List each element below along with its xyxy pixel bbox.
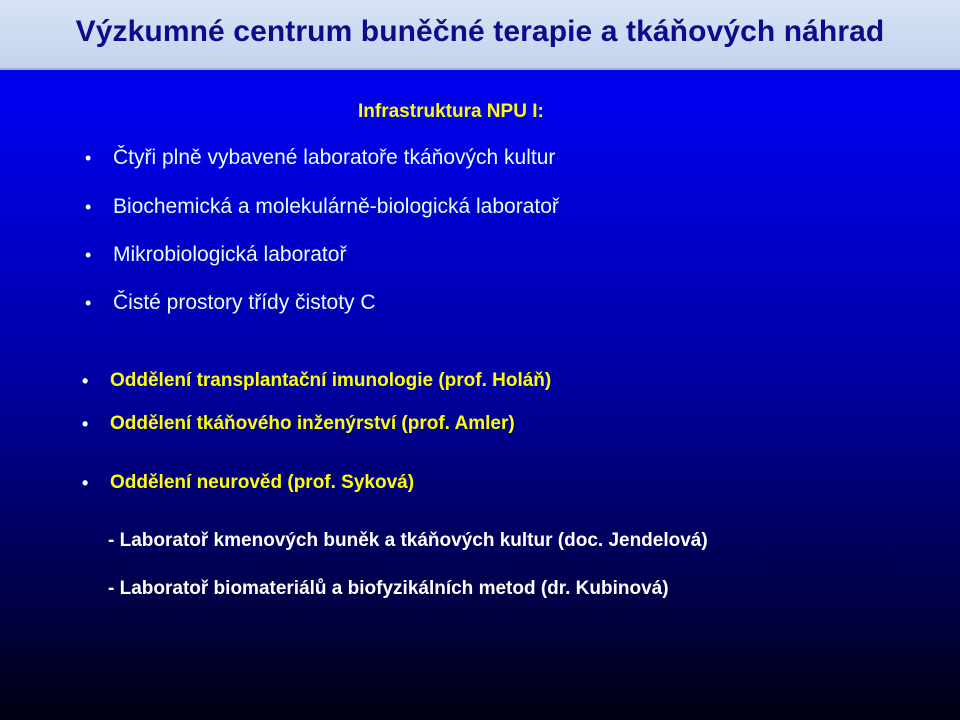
bullet-icon: • — [85, 293, 92, 313]
infrastructure-item-label: Čisté prostory třídy čistoty C — [113, 291, 376, 314]
section-heading: Infrastruktura NPU I: — [358, 101, 544, 122]
bullet-icon: • — [82, 473, 89, 493]
infrastructure-item-label: Čtyři plně vybavené laboratoře tkáňových kultur — [113, 146, 556, 169]
title-bar — [0, 0, 960, 70]
bullet-icon: • — [85, 245, 92, 265]
slide-title: Výzkumné centrum buněčné terapie a tkáňových náhrad — [75, 15, 885, 48]
lab-item: - Laboratoř biomateriálů a biofyzikálních metod (dr. Kubinová) — [108, 578, 669, 599]
infrastructure-item-label: Mikrobiologická laboratoř — [113, 243, 347, 266]
department-item-label: Oddělení neurověd (prof. Syková) — [110, 472, 415, 493]
department-item-label: Oddělení tkáňového inženýrství (prof. Amler) — [110, 413, 515, 434]
bullet-icon: • — [82, 371, 89, 391]
bullet-icon: • — [85, 148, 92, 168]
department-item-label: Oddělení transplantační imunologie (prof. Holáň) — [110, 370, 552, 391]
bullet-icon: • — [82, 414, 89, 434]
lab-item: - Laboratoř kmenových buněk a tkáňových kultur (doc. Jendelová) — [108, 530, 708, 551]
infrastructure-item-label: Biochemická a molekulárně-biologická laboratoř — [113, 195, 559, 218]
bullet-icon: • — [85, 197, 92, 217]
